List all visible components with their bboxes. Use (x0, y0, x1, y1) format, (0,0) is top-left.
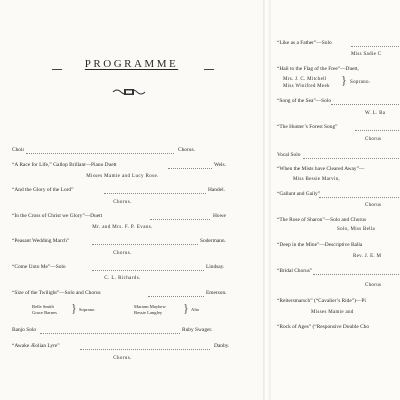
programme-item-label: “Awake Æolian Lyre” (12, 343, 60, 349)
dot-leader (40, 331, 180, 334)
programme-item-label: “Gallant and Gaily” (277, 191, 321, 197)
dot-leader (104, 191, 206, 194)
programme-item-performers: C. L. Richards. (104, 276, 141, 281)
dot-leader (303, 156, 399, 159)
dot-leader (80, 347, 210, 350)
programme-item-label: “Size of the Twilight”—Solo and Chorus (12, 290, 101, 296)
voice-part: Alto (191, 307, 200, 312)
programme-item-performer: Ruby Swager. (182, 327, 213, 333)
programme-item-performers: Chorus (365, 203, 382, 208)
programme-item-performer: Sodermann. (200, 238, 226, 244)
programme-item-performers: Chorus. (113, 200, 132, 205)
dot-leader (355, 128, 399, 131)
voice-name: Mariam Mayhew (134, 304, 166, 309)
voice-part: Soprano. (350, 80, 371, 85)
programme-item-performers: Misses Mamie and Lucy Rose. (86, 174, 159, 179)
programme-item-performer: Howe (213, 213, 226, 219)
programme-item-performers: Chorus. (113, 251, 132, 256)
programme-item-label: “In the Cross of Christ we Glory”—Duett (12, 213, 103, 219)
voice-name: Bessie Langley (134, 310, 163, 315)
programme-item-label: “Deep in the Mine”—Descriptive Balla (277, 242, 363, 248)
dot-leader (351, 44, 399, 47)
programme-item-performers: Chorus (365, 283, 382, 288)
programme-item-label: “And the Glory of the Lord” (12, 187, 74, 193)
programme-item-label: “Song of the Sea”—Solo (277, 98, 332, 104)
programme-item-performer: Chorus. (178, 147, 195, 153)
programme-item-performers: Misses Mamie and (311, 310, 354, 315)
programme-item-label: “A Race for Life,” Gallop Brillant—Piano Duett (12, 162, 117, 168)
dot-leader (92, 268, 204, 271)
programme-item-performers: Miss Sadie C (351, 52, 382, 57)
programme-item-performer: Lindsay. (206, 264, 225, 270)
programme-title: PROGRAMME (84, 58, 179, 70)
dot-leader (313, 272, 399, 275)
programme-item-performers: Miss Bessie Marvin, (293, 177, 340, 182)
programme-item-performers: Chorus (365, 137, 382, 142)
programme-item-performers: Chorus. (113, 356, 132, 361)
programme-item-label: “Hail to the Flag of the Free”—Duett, (277, 66, 359, 72)
programme-item-performer: Handel. (208, 187, 225, 193)
brace-icon: } (341, 73, 347, 87)
dot-leader (26, 151, 174, 154)
programme-item-label: Banjo Solo (12, 327, 37, 333)
programme-item-label: “Peasant Wedding March” (12, 238, 70, 244)
programme-item-performers: Solo, Miss Bella (337, 227, 375, 232)
voice-name: Grace Barnes (32, 310, 57, 315)
programme-item-label: Vocal Solo (277, 152, 301, 158)
programme-item-performer: Emerson. (206, 290, 227, 296)
dot-leader (148, 294, 204, 297)
programme-item-performer: Danby. (214, 343, 230, 349)
programme-item-performers: Mr. and Mrs. F. P. Evans. (92, 225, 153, 230)
dot-leader (168, 166, 212, 169)
voice-name: Belle Smith (32, 304, 54, 309)
programme-item-label: “Come Unto Me”—Solo (12, 264, 66, 270)
right-page (271, 0, 400, 400)
programme-item-label: “Rock of Ages” (“Responsive Double Cho (277, 324, 370, 330)
programme-item-performers: Mrs. J. C. Mitchell (283, 77, 327, 82)
programme-item-label: “The Hunter’s Forest Song” (277, 124, 338, 130)
dot-leader (319, 195, 399, 198)
programme-item-label: “Bridal Chorus” (277, 268, 313, 274)
programme-item-performer: Wels. (214, 162, 226, 168)
programme-item-performers: Miss Winifred Meek (283, 84, 330, 89)
ornament-icon (112, 87, 146, 97)
dot-leader (150, 217, 210, 220)
brace-icon: } (183, 301, 189, 315)
programme-item-performers: W. L. Ba (365, 111, 386, 116)
programme-item-label: Choir (12, 147, 24, 153)
programme-item-performers: Rev. J. E. M (353, 254, 382, 259)
page-gutter (263, 0, 271, 400)
dot-leader (92, 242, 198, 245)
title-rule-right (204, 69, 214, 71)
programme-item-label: “Like as a Father”—Solo (277, 40, 332, 46)
programme-item-label: “When the Mists have Cleared Away”— (277, 166, 365, 172)
programme-item-label: “Reitersmarsch” (“Cavalier’s Ride”)—Pi (277, 298, 366, 304)
programme-item-label: “The Rose of Sharon”—Solo and Chorus (277, 217, 367, 223)
brace-icon: } (71, 301, 77, 315)
voice-part: Soprano. (79, 307, 96, 312)
dot-leader (331, 102, 399, 105)
